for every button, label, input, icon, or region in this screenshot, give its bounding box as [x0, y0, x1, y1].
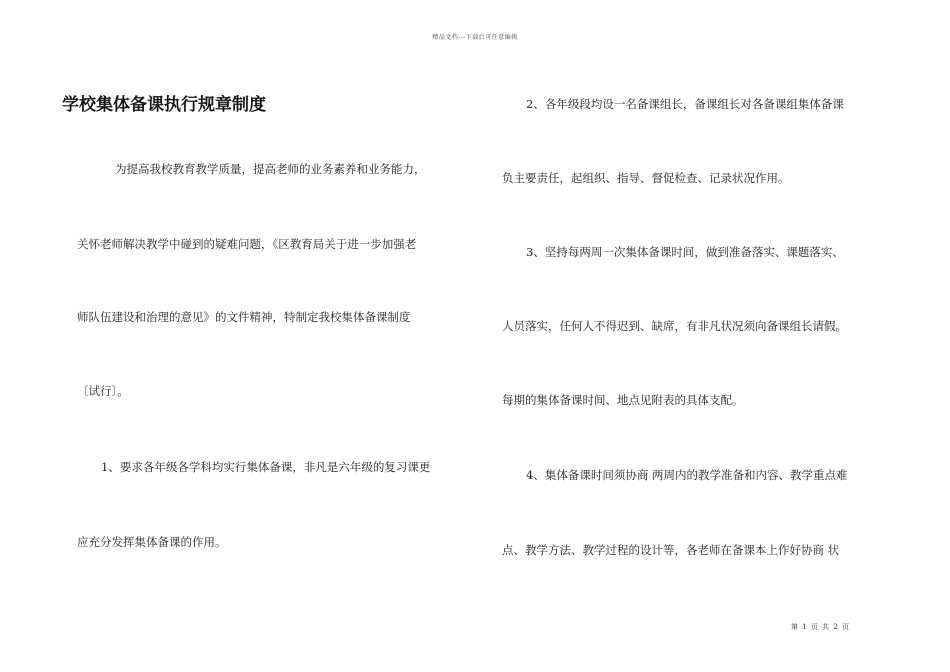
paragraph-line: 应充分发挥集体备课的作用。: [77, 535, 227, 549]
header-note: 精品文档---下载后可任意编辑: [432, 34, 518, 41]
paragraph-line: 为提高我校教育教学质量，提高老师的业务素养和业务能力，: [115, 162, 426, 176]
paragraph-line: 2、各年级段均设一名备课组长，备课组长对各备课组集体备课: [526, 97, 844, 111]
paragraph-line: 师队伍建设和治理的意见》的文件精神，特制定我校集体备课制度: [77, 310, 411, 324]
paragraph-line: 1、要求各年级各学科均实行集体备课，非凡是六年级的复习课更: [101, 460, 431, 474]
paragraph-line: 点、教学方法、教学过程的设计等，各老师在备课本上作好协商 状: [502, 543, 840, 557]
paragraph-line: 3、坚持每两周一次集体备课时间，做到准备落实、课题落实、: [526, 245, 844, 259]
paragraph-line: 〔试行〕。: [77, 384, 129, 398]
paragraph-line: 负主要责任，起组织、指导、督促检查、记录状况作用。: [502, 171, 790, 185]
paragraph-line: 关怀老师解决教学中碰到的疑难问题，《区教育局关于进一步加强老: [77, 237, 417, 251]
document-title: 学校集体备课执行规章制度: [62, 95, 266, 115]
paragraph-line: 人员落实，任何人不得迟到、缺席，有非凡状况须向备课组长请假。: [502, 319, 847, 333]
paragraph-line: 4、集体备课时间须协商 两周内的教学准备和内容、教学重点难: [526, 468, 848, 482]
page-indicator: 第 1 页 共 2 页: [790, 623, 850, 631]
paragraph-line: 每期的集体备课时间、地点见附表的具体支配。: [502, 393, 744, 407]
